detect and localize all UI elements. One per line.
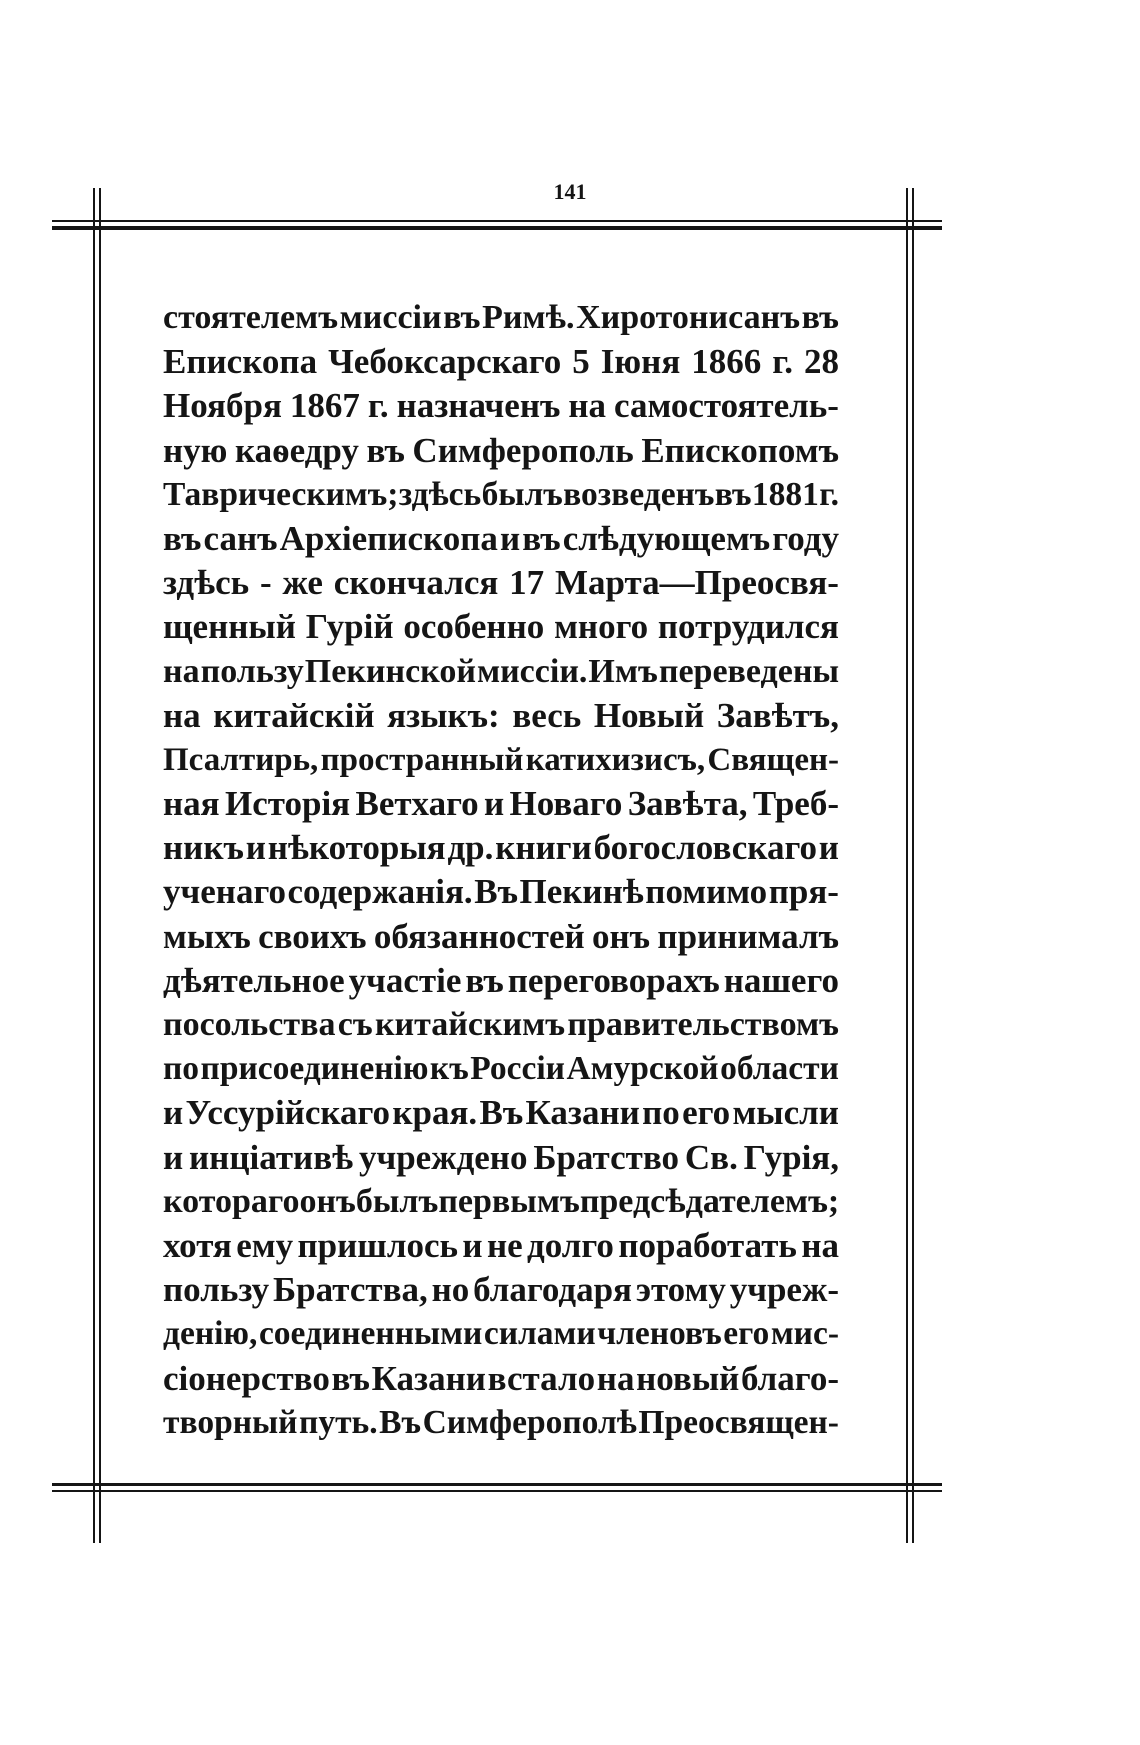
word: присоединенію <box>200 1050 429 1088</box>
word: Казани <box>371 1358 486 1398</box>
word: Чебоксарскаго <box>328 342 562 382</box>
word: пространный <box>320 741 524 778</box>
word: потрудился <box>657 607 839 647</box>
text-line <box>163 1003 839 1047</box>
text-line <box>163 1180 839 1224</box>
word: здѣсь <box>163 563 250 603</box>
word: онъ <box>299 1182 356 1220</box>
word: Псалтирь, <box>163 741 319 778</box>
text-line <box>163 959 839 1003</box>
word: Пекинѣ <box>519 872 644 912</box>
word: Римѣ. <box>482 299 575 336</box>
word: поработать <box>618 1225 797 1265</box>
bottom-rule-inner <box>52 1490 942 1492</box>
word: на <box>568 386 607 426</box>
word: и <box>818 828 839 868</box>
text-line <box>163 340 839 384</box>
word: Гурій <box>305 607 394 647</box>
word: назначенъ <box>396 386 561 426</box>
word: Преосвящен- <box>638 1403 839 1441</box>
word: г. <box>819 475 839 513</box>
text-line <box>163 782 839 826</box>
word: но <box>431 1270 470 1310</box>
word: никъ <box>163 828 244 868</box>
word: путь. <box>299 1403 378 1441</box>
word: и <box>499 518 521 558</box>
text-line <box>163 384 839 428</box>
word: др. <box>447 828 494 868</box>
text-line <box>163 1357 839 1401</box>
word: Іюня <box>600 342 681 382</box>
word: членовъ <box>597 1315 722 1353</box>
text-line <box>163 1047 839 1091</box>
word: переговорахъ <box>507 960 720 1000</box>
word: Марта—Преосвя- <box>555 563 839 603</box>
word: хотя <box>163 1225 232 1265</box>
word: по <box>163 1050 200 1088</box>
word: участіе <box>348 960 462 1000</box>
word: особенно <box>403 607 545 647</box>
word: скончался <box>333 563 499 603</box>
word: въ <box>163 518 202 558</box>
word: Пекинской <box>304 652 476 690</box>
word: къ <box>429 1050 469 1088</box>
text-line <box>163 605 839 649</box>
word: Хиротонисанъ <box>576 299 801 336</box>
word: санъ <box>203 518 278 558</box>
word: на <box>163 652 200 690</box>
word: Въ <box>379 1403 422 1441</box>
word: Въ <box>474 872 518 912</box>
word: соединенными <box>258 1315 483 1353</box>
word: былъ <box>481 475 563 513</box>
word: въ <box>465 960 504 1000</box>
word: Епископа <box>163 342 318 382</box>
word: Въ <box>479 1093 524 1133</box>
word: края. <box>392 1093 478 1133</box>
word: пря- <box>768 872 839 912</box>
word: своихъ <box>258 916 367 956</box>
word: Братства, <box>273 1270 428 1310</box>
text-line <box>163 473 839 517</box>
word: книги <box>495 828 592 868</box>
word: его <box>723 1315 770 1353</box>
word: богословскаго <box>593 828 817 868</box>
word: инціативѣ <box>189 1137 354 1177</box>
text-line <box>163 1312 839 1356</box>
word: ную <box>163 430 228 470</box>
word: на <box>163 695 201 735</box>
word: ная <box>163 784 220 824</box>
word: Ветхаго <box>355 784 479 824</box>
text-line <box>163 650 839 694</box>
word: Гурія, <box>743 1137 839 1177</box>
word: переведены <box>658 652 839 690</box>
word: на <box>596 1358 635 1398</box>
word: Таврическимъ; <box>163 475 399 513</box>
word: году <box>772 518 839 558</box>
word: катихизисъ, <box>525 741 706 778</box>
word: же <box>282 563 323 603</box>
word: миссіи <box>339 299 442 336</box>
word: учреж- <box>729 1270 839 1310</box>
word: 5 <box>572 342 590 382</box>
word: китайскимъ <box>374 1006 566 1043</box>
page-number: 141 <box>553 179 587 204</box>
word: этому <box>635 1270 726 1310</box>
word: и <box>245 828 266 868</box>
text-line <box>163 1224 839 1268</box>
word: учреждено <box>358 1137 528 1177</box>
body-text <box>163 296 839 1445</box>
text-line <box>163 1091 839 1135</box>
bottom-rule-outer <box>52 1483 942 1486</box>
word: въ <box>366 430 405 470</box>
top-rule-outer <box>52 220 942 222</box>
text-line <box>163 561 839 605</box>
left-rule-inner <box>99 188 101 1543</box>
word: 1866 <box>691 342 762 382</box>
word: - <box>260 563 272 603</box>
word: миссіи. <box>476 652 588 690</box>
word: нашего <box>723 960 839 1000</box>
word: слѣдующемъ <box>562 518 771 558</box>
word: Казани <box>525 1093 640 1133</box>
text-line <box>163 1268 839 1312</box>
word: первымъ <box>438 1182 580 1220</box>
word: Симферополѣ <box>422 1403 637 1441</box>
word: 1867 <box>289 386 360 426</box>
word: Имъ <box>588 652 658 690</box>
text-line <box>163 738 839 782</box>
word: мыхъ <box>163 916 251 956</box>
word: правительствомъ <box>567 1006 839 1043</box>
word: Треб- <box>752 784 839 824</box>
word: Св. <box>684 1137 738 1177</box>
word: былъ <box>355 1182 439 1220</box>
word: пришлось <box>297 1225 459 1265</box>
text-line <box>163 1401 839 1445</box>
word: онъ <box>592 916 651 956</box>
word: его <box>682 1093 731 1133</box>
word: и <box>484 784 505 824</box>
word: денію, <box>163 1315 258 1353</box>
word: въ <box>714 475 752 513</box>
text-line <box>163 826 839 870</box>
word: въ <box>331 1358 370 1398</box>
word: весь <box>512 695 582 735</box>
word: обязанностей <box>373 916 585 956</box>
word: Завѣтъ, <box>716 695 839 735</box>
right-rule-inner <box>912 188 914 1543</box>
word: силами <box>483 1315 596 1353</box>
word: Архіепископа <box>279 518 498 558</box>
word: ему <box>236 1225 294 1265</box>
word: мис- <box>770 1315 839 1353</box>
word: помимо <box>645 872 768 912</box>
word: пользу <box>200 652 304 690</box>
word: каѳедру <box>234 430 359 470</box>
word: не <box>486 1225 523 1265</box>
word: Симферополь <box>412 430 634 470</box>
word: и <box>163 1137 184 1177</box>
word: на <box>801 1225 839 1265</box>
word: 17 <box>509 563 545 603</box>
word: Братство <box>533 1137 680 1177</box>
word: и <box>462 1225 483 1265</box>
word: въ <box>522 518 561 558</box>
word: Ноября <box>163 386 282 426</box>
word: области <box>720 1050 839 1088</box>
word: здѣсь <box>398 475 482 513</box>
word: новый <box>636 1358 740 1398</box>
word: Амурской <box>566 1050 719 1088</box>
text-line <box>163 296 839 340</box>
text-line <box>163 694 839 738</box>
word: содержанія. <box>287 872 473 912</box>
word: стоятелемъ <box>163 299 339 336</box>
right-rule-outer <box>906 188 908 1543</box>
word: благо- <box>741 1358 839 1398</box>
word: посольства <box>163 1006 336 1043</box>
word: творный <box>163 1403 298 1441</box>
word: Россіи <box>470 1050 565 1088</box>
word: Новаго <box>509 784 623 824</box>
word: съ <box>337 1006 373 1043</box>
word: самостоятель- <box>614 386 839 426</box>
text-line <box>163 429 839 473</box>
word: пользу <box>163 1270 270 1310</box>
word: Завѣта, <box>627 784 748 824</box>
word: мысли <box>732 1093 839 1133</box>
word: въ <box>443 299 481 336</box>
word: благодаря <box>473 1270 632 1310</box>
left-rule-outer <box>93 188 95 1543</box>
word: много <box>554 607 649 647</box>
word: щенный <box>163 607 296 647</box>
text-line <box>163 517 839 561</box>
word: Священ- <box>707 741 839 778</box>
word: г. <box>772 342 793 382</box>
word: Уссурійскаго <box>185 1093 391 1133</box>
word: встало <box>487 1358 596 1398</box>
word: дѣятельное <box>163 960 345 1000</box>
word: долго <box>527 1225 614 1265</box>
word: Исторія <box>224 784 351 824</box>
word: Епископомъ <box>641 430 839 470</box>
word: языкъ: <box>387 695 500 735</box>
text-line <box>163 1136 839 1180</box>
word: предсѣдателемъ; <box>579 1182 840 1220</box>
word: котораго <box>163 1182 300 1220</box>
text-line <box>163 870 839 914</box>
word: 1881 <box>751 475 819 513</box>
word: сіонерство <box>163 1358 330 1398</box>
word: Новый <box>593 695 705 735</box>
word: китайскій <box>213 695 375 735</box>
word: по <box>642 1093 680 1133</box>
word: въ <box>801 299 839 336</box>
word: и <box>163 1093 184 1133</box>
word: ученаго <box>163 872 286 912</box>
top-rule-inner <box>52 226 942 230</box>
word: г. <box>367 386 389 426</box>
word: возведенъ <box>563 475 715 513</box>
text-line <box>163 915 839 959</box>
word: принималъ <box>657 916 839 956</box>
word: нѣкоторыя <box>267 828 446 868</box>
word: 28 <box>803 342 839 382</box>
